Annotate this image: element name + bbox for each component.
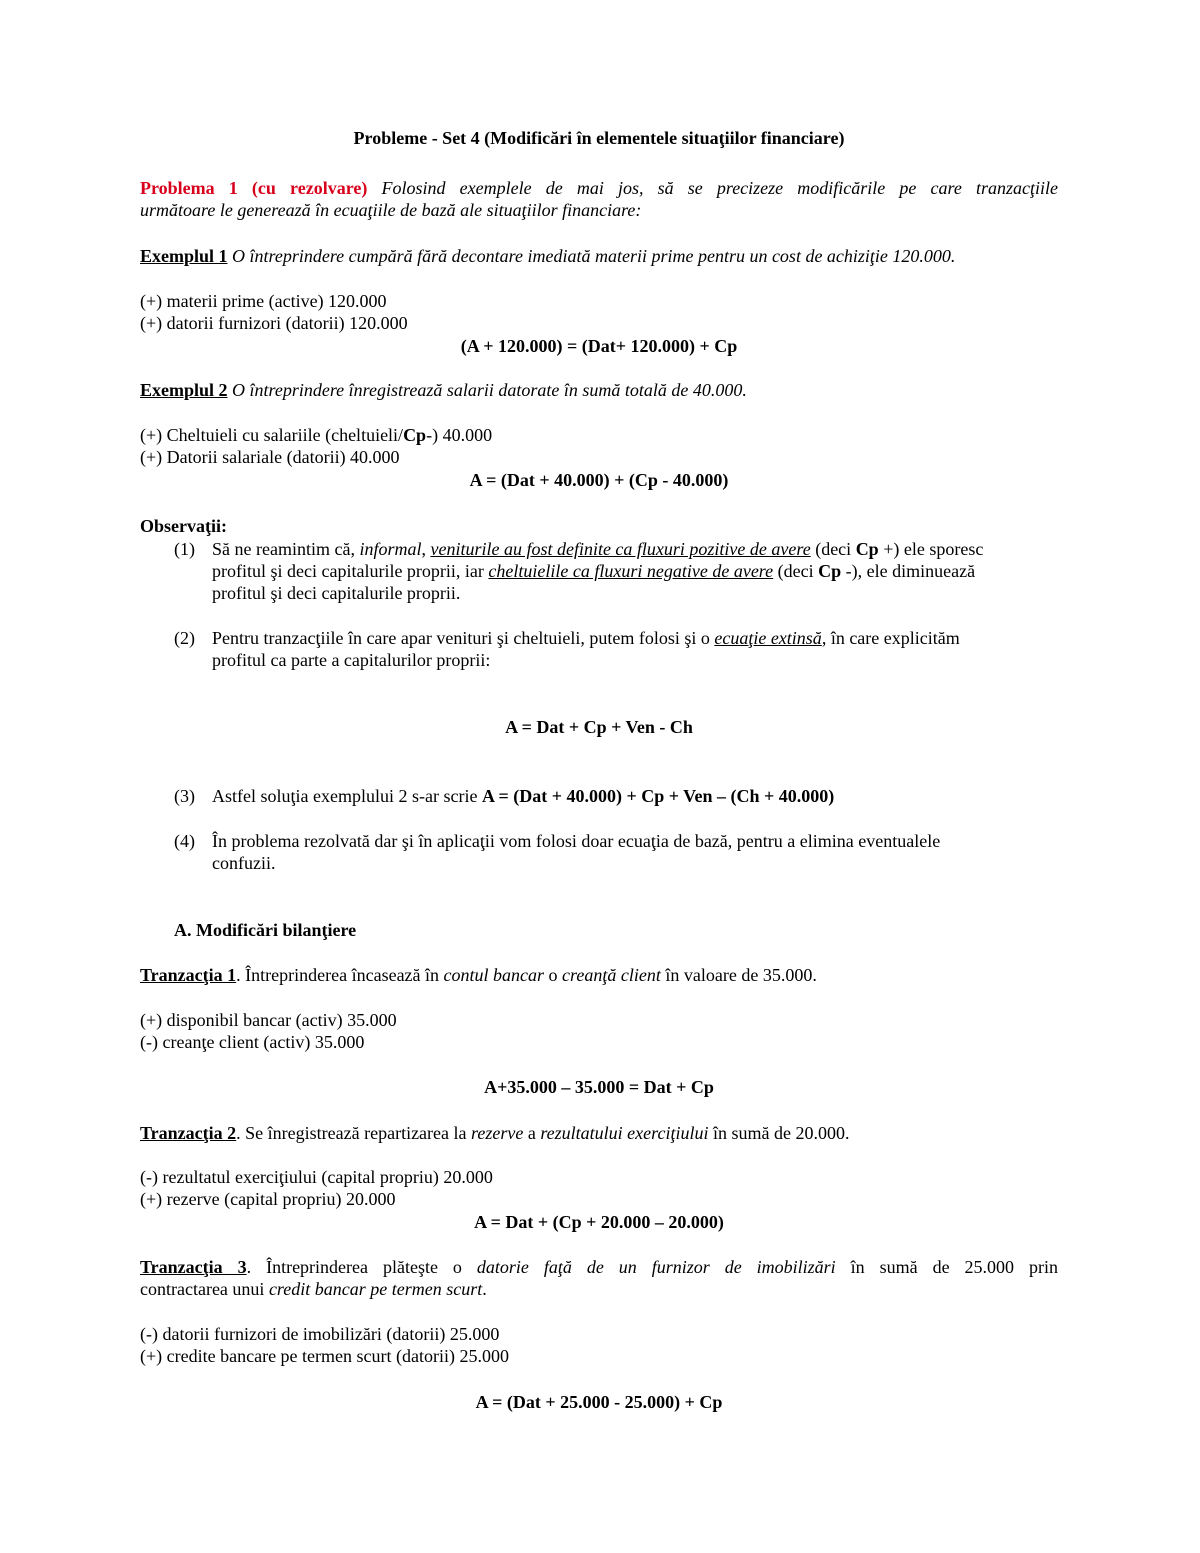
transaction-3-item: (-) datorii furnizori de imobilizări (datorii) 25.000 xyxy=(140,1324,500,1344)
list-number: (4) xyxy=(174,831,195,851)
transaction-3-line-2: contractarea unui credit bancar pe termen scurt. xyxy=(140,1279,487,1299)
observation-4-line-1: În problema rezolvată dar şi în aplicaţii vom folosi doar ecuaţia de bază, pentru a elimina eventualele xyxy=(212,831,941,851)
observation-3: Astfel soluţia exemplului 2 s-ar scrie A = (Dat + 40.000) + Cp + Ven – (Ch + 40.000) xyxy=(212,786,835,806)
list-number: (1) xyxy=(174,539,195,559)
example-2-item: (+) Cheltuieli cu salariile (cheltuieli/Cp-) 40.000 xyxy=(140,425,493,445)
observation-1-line-1: Să ne reamintim că, informal, veniturile au fost definite ca fluxuri pozitive de avere (deci Cp +) ele sporesc xyxy=(212,539,984,559)
transaction-1-item: (+) disponibil bancar (activ) 35.000 xyxy=(140,1010,397,1030)
transaction-1-equation: A+35.000 – 35.000 = Dat + Cp xyxy=(484,1077,714,1097)
transaction-3-equation: A = (Dat + 25.000 - 25.000) + Cp xyxy=(475,1392,723,1412)
observation-1-line-2: profitul şi deci capitalurile proprii, iar cheltuielile ca fluxuri negative de avere (deci Cp -), ele diminuează xyxy=(212,561,976,581)
transaction-3-item: (+) credite bancare pe termen scurt (datorii) 25.000 xyxy=(140,1346,509,1366)
list-number: (3) xyxy=(174,786,195,806)
example-1-equation: (A + 120.000) = (Dat+ 120.000) + Cp xyxy=(460,336,738,356)
transaction-2-equation: A = Dat + (Cp + 20.000 – 20.000) xyxy=(474,1212,724,1232)
extended-equation: A = Dat + Cp + Ven - Ch xyxy=(505,717,693,737)
example-2-text: O întreprindere înregistrează salarii datorate în sumă totală de 40.000. xyxy=(232,380,747,400)
example-2-label: Exemplul 2 xyxy=(140,380,228,400)
observation-1-line-3: profitul şi deci capitalurile proprii. xyxy=(212,583,461,603)
transaction-2-label: Tranzacţia 2 xyxy=(140,1123,237,1143)
example-2-heading xyxy=(140,379,747,401)
transaction-1-item: (-) creanţe client (activ) 35.000 xyxy=(140,1032,365,1052)
transaction-1-heading: Tranzacţia 1. Întreprinderea încasează în contul bancar o creanţă client în valoare de 35.000. xyxy=(140,965,817,985)
section-a-heading: A. Modificări bilanţiere xyxy=(174,920,357,940)
example-1-item: (+) materii prime (active) 120.000 xyxy=(140,291,387,311)
transaction-3-heading: Tranzacţia 3. Întreprinderea plăteşte o datorie faţă de un furnizor de imobilizări în sumă de 25.000 prin xyxy=(140,1257,1058,1277)
transaction-2-item: (-) rezultatul exerciţiului (capital propriu) 20.000 xyxy=(140,1167,493,1187)
observation-2-line-2: profitul ca parte a capitalurilor proprii: xyxy=(212,650,491,670)
example-1-label: Exemplul 1 xyxy=(140,246,228,266)
example-2-item: (+) Datorii salariale (datorii) 40.000 xyxy=(140,447,400,467)
example-2-equation: A = (Dat + 40.000) + (Cp - 40.000) xyxy=(469,470,729,490)
problem-statement-line-2: următoare le generează în ecuaţiile de bază ale situaţiilor financiare: xyxy=(140,200,642,220)
observation-4-line-2: confuzii. xyxy=(212,853,276,873)
example-1-text: O întreprindere cumpără fără decontare imediată materii prime pentru un cost de achiziţie 120.000. xyxy=(232,246,956,266)
page-title: Probleme - Set 4 (Modificări în elementele situaţiilor financiare) xyxy=(353,128,845,148)
transaction-1-label: Tranzacţia 1 xyxy=(140,965,237,985)
list-number: (2) xyxy=(174,628,195,648)
problem-label: Problema 1 (cu rezolvare) xyxy=(140,178,368,198)
transaction-2-item: (+) rezerve (capital propriu) 20.000 xyxy=(140,1189,396,1209)
problem-statement-line-1 xyxy=(140,177,1058,199)
transaction-3-label: Tranzacţia 3 xyxy=(140,1257,247,1277)
example-1-heading xyxy=(140,245,955,267)
observations-heading: Observaţii: xyxy=(140,516,227,536)
example-1-item: (+) datorii furnizori (datorii) 120.000 xyxy=(140,313,408,333)
problem-text-1: Folosind exemplele de mai jos, să se precizeze modificările pe care tranzacţiile xyxy=(381,178,1058,198)
transaction-2-heading: Tranzacţia 2. Se înregistrează repartizarea la rezerve a rezultatului exerciţiului în sumă de 20.000. xyxy=(140,1123,850,1143)
observation-2-line-1: Pentru tranzacţiile în care apar venituri şi cheltuieli, putem folosi şi o ecuaţie extinsă, în care explicităm xyxy=(212,628,960,648)
